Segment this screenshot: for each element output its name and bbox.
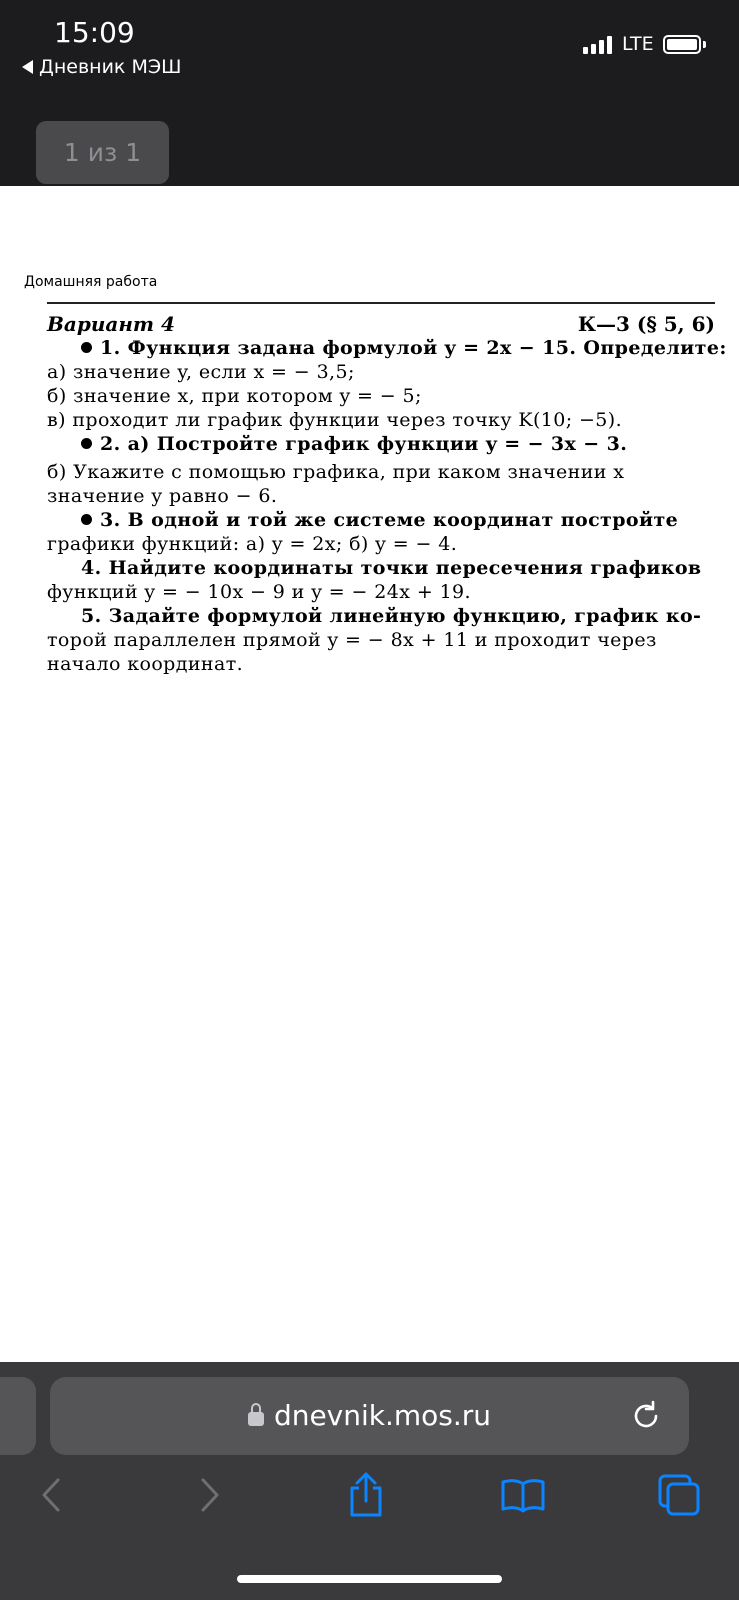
variant-header — [47, 312, 715, 336]
document-view[interactable] — [0, 186, 739, 1362]
address-bar[interactable] — [50, 1377, 689, 1455]
task-line: 3. В одной и той же системе координат постройте — [47, 508, 715, 532]
task-line: значение y равно − 6. — [47, 485, 278, 507]
task-line: 1. Функция задана формулой y = 2x − 15. Определите: — [47, 336, 715, 360]
variant-title: Вариант 4 — [47, 312, 175, 336]
document-label: Домашняя работа — [24, 274, 158, 290]
task-line: а) значение y, если x = − 3,5; — [47, 361, 355, 383]
bookmarks-button[interactable] — [498, 1470, 548, 1520]
status-bar — [0, 0, 739, 84]
tabs-icon — [657, 1473, 701, 1517]
battery-icon — [663, 35, 701, 54]
forward-button[interactable] — [185, 1470, 235, 1520]
chevron-left-icon — [38, 1477, 64, 1513]
task-line: начало координат. — [47, 653, 244, 675]
back-triangle-icon — [22, 60, 33, 74]
browser-toolbar — [0, 1362, 739, 1600]
network-label: LTE — [622, 33, 654, 55]
share-icon — [346, 1472, 386, 1518]
bullet-icon — [81, 514, 92, 525]
task-line: торой параллелен прямой y = − 8x + 11 и проходит через — [47, 629, 657, 651]
lock-icon — [248, 1412, 264, 1426]
task-line: б) значение x, при котором y = − 5; — [47, 385, 422, 407]
reload-icon[interactable] — [629, 1399, 663, 1433]
task-line: 4. Найдите координаты точки пересечения графиков — [81, 557, 702, 579]
battery-tip — [703, 41, 706, 48]
share-button[interactable] — [341, 1470, 391, 1520]
task-line: 2. а) Постройте график функции y = − 3x − 3. — [47, 432, 715, 456]
task-line: 5. Задайте формулой линейную функцию, график ко- — [81, 605, 702, 627]
task-line: графики функций: а) y = 2x; б) y = − 4. — [47, 533, 458, 555]
home-indicator[interactable] — [237, 1575, 502, 1583]
status-time: 15:09 — [54, 16, 135, 49]
page-indicator: 1 из 1 — [36, 121, 169, 184]
task-line: б) Укажите с помощью графика, при каком значении x — [47, 461, 625, 483]
top-rule — [47, 302, 715, 304]
url-text: dnevnik.mos.ru — [273, 1399, 492, 1432]
scanned-page — [47, 302, 727, 676]
test-code: К—3 (§ 5, 6) — [577, 312, 715, 336]
back-app-label: Дневник МЭШ — [39, 56, 182, 78]
task-line: в) проходит ли график функции через точку K(10; −5). — [47, 409, 623, 431]
chevron-right-icon — [197, 1477, 223, 1513]
signal-icon — [583, 36, 612, 54]
previous-tab-edge[interactable] — [0, 1377, 36, 1455]
back-button[interactable] — [26, 1470, 76, 1520]
tabs-button[interactable] — [654, 1470, 704, 1520]
book-icon — [500, 1477, 546, 1513]
viewer-toolbar — [0, 84, 739, 186]
back-to-app-link[interactable] — [22, 56, 181, 78]
bullet-icon — [81, 438, 92, 449]
bullet-icon — [81, 342, 92, 353]
task-line: функций y = − 10x − 9 и y = − 24x + 19. — [47, 581, 471, 603]
